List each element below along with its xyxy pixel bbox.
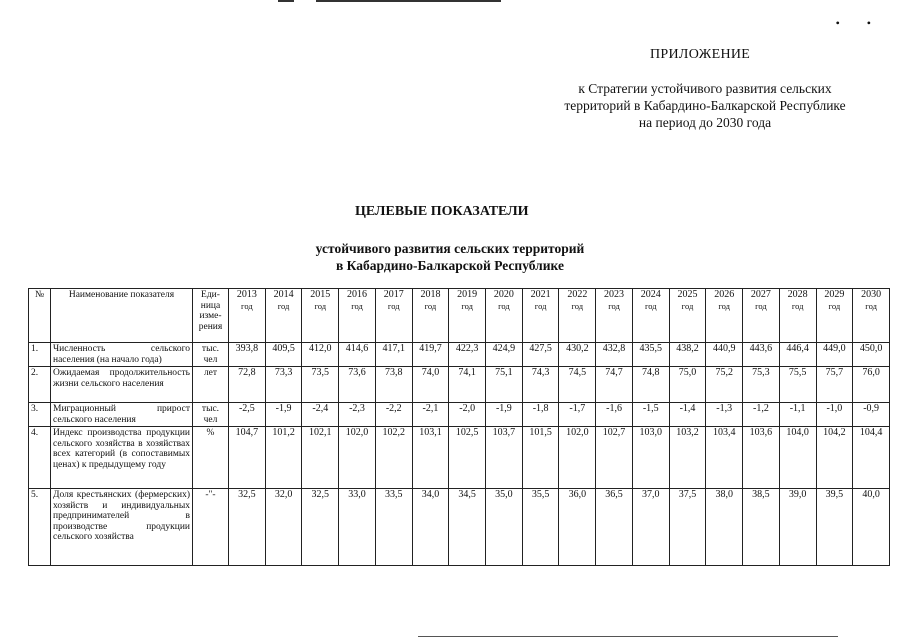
year-label: 2017 (383, 289, 404, 300)
indicator-value: 32,0 (265, 489, 302, 566)
year-label: 2028 (787, 289, 808, 300)
year-suffix: год (718, 300, 730, 311)
year-label: 2026 (714, 289, 735, 300)
indicator-value: 424,9 (486, 343, 523, 367)
year-label: 2018 (420, 289, 441, 300)
indicator-value: -1,4 (669, 403, 706, 427)
table-row (29, 427, 890, 489)
year-suffix: год (387, 300, 400, 311)
appendix-line: к Стратегии устойчивого развития сельских (578, 81, 832, 96)
indicator-value: -1,8 (522, 403, 559, 427)
indicator-value: 102,5 (449, 427, 486, 489)
indicator-value: 75,1 (486, 367, 523, 403)
indicator-value: 32,5 (229, 489, 266, 566)
indicator-value: 393,8 (229, 343, 266, 367)
subtitle-line: в Кабардино-Балкарской Республике (336, 258, 564, 273)
scan-artifact-bottom (418, 636, 838, 637)
indicator-value: 34,5 (449, 489, 486, 566)
header-year (596, 289, 633, 343)
indicator-value: 102,1 (302, 427, 339, 489)
indicator-value: 74,7 (596, 367, 633, 403)
indicator-value: -2,4 (302, 403, 339, 427)
indicator-value: 73,6 (339, 367, 376, 403)
indicator-name: Доля крестьянских (фермерских) хозяйств и индивидуальных предпринимателей в производстве продукции сельского хозяйства (51, 489, 193, 566)
indicator-value: 73,3 (265, 367, 302, 403)
header-year (486, 289, 523, 343)
year-label: 2030 (861, 289, 882, 300)
year-suffix: год (314, 300, 327, 311)
row-number: 2. (29, 367, 51, 403)
indicator-value: 440,9 (706, 343, 743, 367)
indicator-value: 75,3 (743, 367, 780, 403)
indicator-value: 74,0 (412, 367, 449, 403)
indicator-value: 435,5 (632, 343, 669, 367)
year-label: 2015 (310, 289, 331, 300)
indicator-name: Индекс производства продукции сельского хозяйства в хозяйствах всех категорий (в сопоставимых ценах) к предыдущему году (51, 427, 193, 489)
indicator-value: 450,0 (853, 343, 890, 367)
indicator-value: 102,0 (339, 427, 376, 489)
indicator-value: -1,3 (706, 403, 743, 427)
row-number: 1. (29, 343, 51, 367)
indicator-value: 75,2 (706, 367, 743, 403)
indicator-value: 104,0 (779, 427, 816, 489)
indicator-value: -2,3 (339, 403, 376, 427)
indicator-value: 103,6 (743, 427, 780, 489)
indicator-value: 35,0 (486, 489, 523, 566)
table-header-row (29, 289, 890, 343)
indicator-value: -2,2 (375, 403, 412, 427)
indicator-unit: лет (193, 367, 229, 403)
indicator-name: Ожидаемая продолжительность жизни сельского населения (51, 367, 193, 403)
indicator-value: 35,5 (522, 489, 559, 566)
year-label: 2027 (750, 289, 771, 300)
indicator-name: Миграционный прирост сельского населения (51, 403, 193, 427)
year-label: 2013 (236, 289, 257, 300)
indicator-value: 103,4 (706, 427, 743, 489)
year-suffix: год (644, 300, 657, 311)
indicator-value: 74,8 (632, 367, 669, 403)
indicator-value: -2,0 (449, 403, 486, 427)
year-label: 2024 (640, 289, 661, 300)
year-suffix: год (534, 300, 547, 311)
indicator-value: 37,0 (632, 489, 669, 566)
indicator-value: 36,5 (596, 489, 633, 566)
year-suffix: год (461, 300, 473, 311)
indicator-unit: % (193, 427, 229, 489)
header-name: Наименование показателя (51, 289, 193, 343)
indicator-value: -2,5 (229, 403, 266, 427)
scan-artifact-top (316, 0, 501, 2)
indicator-value: 104,7 (229, 427, 266, 489)
year-label: 2023 (604, 289, 625, 300)
indicator-value: 76,0 (853, 367, 890, 403)
year-label: 2019 (457, 289, 478, 300)
header-year (779, 289, 816, 343)
table-row (29, 343, 890, 367)
indicator-value: -1,1 (779, 403, 816, 427)
indicator-value: 446,4 (779, 343, 816, 367)
year-suffix: год (828, 300, 841, 311)
year-suffix: год (351, 300, 363, 311)
indicator-unit: тыс. чел (193, 343, 229, 367)
indicator-value: 432,8 (596, 343, 633, 367)
indicator-value: -1,2 (743, 403, 780, 427)
row-number: 4. (29, 427, 51, 489)
indicator-value: 409,5 (265, 343, 302, 367)
indicator-value: 74,5 (559, 367, 596, 403)
indicator-value: 34,0 (412, 489, 449, 566)
indicator-value: 38,5 (743, 489, 780, 566)
indicator-value: 75,5 (779, 367, 816, 403)
indicator-value: 32,5 (302, 489, 339, 566)
subtitle-line: устойчивого развития сельских территорий (315, 241, 585, 256)
indicator-value: -2,1 (412, 403, 449, 427)
table-body (29, 343, 890, 566)
header-year (853, 289, 890, 343)
indicator-value: 38,0 (706, 489, 743, 566)
indicator-name: Численность сельского населения (на начало года) (51, 343, 193, 367)
indicator-value: -1,6 (596, 403, 633, 427)
header-year (375, 289, 412, 343)
header-year (669, 289, 706, 343)
year-label: 2022 (567, 289, 588, 300)
year-label: 2025 (677, 289, 698, 300)
table-row (29, 489, 890, 566)
year-suffix: год (755, 300, 767, 311)
indicator-value: 72,8 (229, 367, 266, 403)
indicator-value: 443,6 (743, 343, 780, 367)
indicator-value: 103,0 (632, 427, 669, 489)
year-suffix: год (571, 300, 584, 311)
indicator-value: 103,1 (412, 427, 449, 489)
header-year (412, 289, 449, 343)
header-year (339, 289, 376, 343)
indicator-value: 40,0 (853, 489, 890, 566)
header-year (632, 289, 669, 343)
year-label: 2021 (530, 289, 551, 300)
year-suffix: год (865, 300, 877, 311)
indicator-value: -1,0 (816, 403, 853, 427)
scan-dots: • • (835, 16, 883, 30)
indicator-value: 414,6 (339, 343, 376, 367)
indicator-value: 33,5 (375, 489, 412, 566)
header-unit: Еди-ница изме-рения (193, 289, 229, 343)
indicator-value: 75,0 (669, 367, 706, 403)
scan-artifact-top (278, 0, 294, 2)
header-year (559, 289, 596, 343)
indicator-value: 73,5 (302, 367, 339, 403)
indicator-value: 449,0 (816, 343, 853, 367)
year-suffix: год (608, 300, 620, 311)
indicator-value: 102,7 (596, 427, 633, 489)
indicator-value: 33,0 (339, 489, 376, 566)
indicator-unit: -"- (193, 489, 229, 566)
header-year (816, 289, 853, 343)
row-number: 3. (29, 403, 51, 427)
year-label: 2016 (347, 289, 368, 300)
indicator-value: 427,5 (522, 343, 559, 367)
row-number: 5. (29, 489, 51, 566)
indicator-value: 103,2 (669, 427, 706, 489)
indicator-value: 422,3 (449, 343, 486, 367)
header-year (743, 289, 780, 343)
indicator-value: -1,5 (632, 403, 669, 427)
indicator-value: 37,5 (669, 489, 706, 566)
year-suffix: год (681, 300, 694, 311)
header-year (265, 289, 302, 343)
indicator-value: -1,9 (486, 403, 523, 427)
indicator-value: 101,5 (522, 427, 559, 489)
header-num: № (29, 289, 51, 343)
year-suffix: год (791, 300, 804, 311)
header-year (229, 289, 266, 343)
indicator-value: 74,1 (449, 367, 486, 403)
year-suffix: год (277, 300, 290, 311)
year-suffix: год (424, 300, 437, 311)
header-year (706, 289, 743, 343)
appendix-line: на период до 2030 года (638, 115, 772, 130)
indicator-value: 102,2 (375, 427, 412, 489)
header-year (449, 289, 486, 343)
indicator-value: 438,2 (669, 343, 706, 367)
indicator-value: 39,0 (779, 489, 816, 566)
appendix-subtitle (540, 80, 870, 131)
year-label: 2029 (824, 289, 845, 300)
indicator-value: 104,2 (816, 427, 853, 489)
indicator-value: -1,7 (559, 403, 596, 427)
indicator-value: 412,0 (302, 343, 339, 367)
indicator-value: 36,0 (559, 489, 596, 566)
header-year (522, 289, 559, 343)
appendix-title: ПРИЛОЖЕНИЕ (650, 47, 751, 62)
indicators-table (28, 288, 890, 566)
header-year (302, 289, 339, 343)
table-row (29, 367, 890, 403)
year-label: 2014 (273, 289, 294, 300)
indicator-value: 419,7 (412, 343, 449, 367)
appendix-line: территорий в Кабардино-Балкарской Республике (564, 98, 846, 113)
indicator-value: 75,7 (816, 367, 853, 403)
indicator-value: 73,8 (375, 367, 412, 403)
year-suffix: год (241, 300, 253, 311)
indicator-value: 104,4 (853, 427, 890, 489)
year-suffix: год (498, 300, 510, 311)
indicator-value: 39,5 (816, 489, 853, 566)
indicator-value: 74,3 (522, 367, 559, 403)
indicator-value: 101,2 (265, 427, 302, 489)
indicator-value: 102,0 (559, 427, 596, 489)
document-subtitle (230, 240, 670, 274)
indicator-value: -0,9 (853, 403, 890, 427)
indicator-value: 417,1 (375, 343, 412, 367)
indicator-unit: тыс. чел (193, 403, 229, 427)
document-title: ЦЕЛЕВЫЕ ПОКАЗАТЕЛИ (355, 204, 529, 219)
indicator-value: -1,9 (265, 403, 302, 427)
indicator-value: 103,7 (486, 427, 523, 489)
table-row (29, 403, 890, 427)
indicator-value: 430,2 (559, 343, 596, 367)
year-label: 2020 (493, 289, 514, 300)
